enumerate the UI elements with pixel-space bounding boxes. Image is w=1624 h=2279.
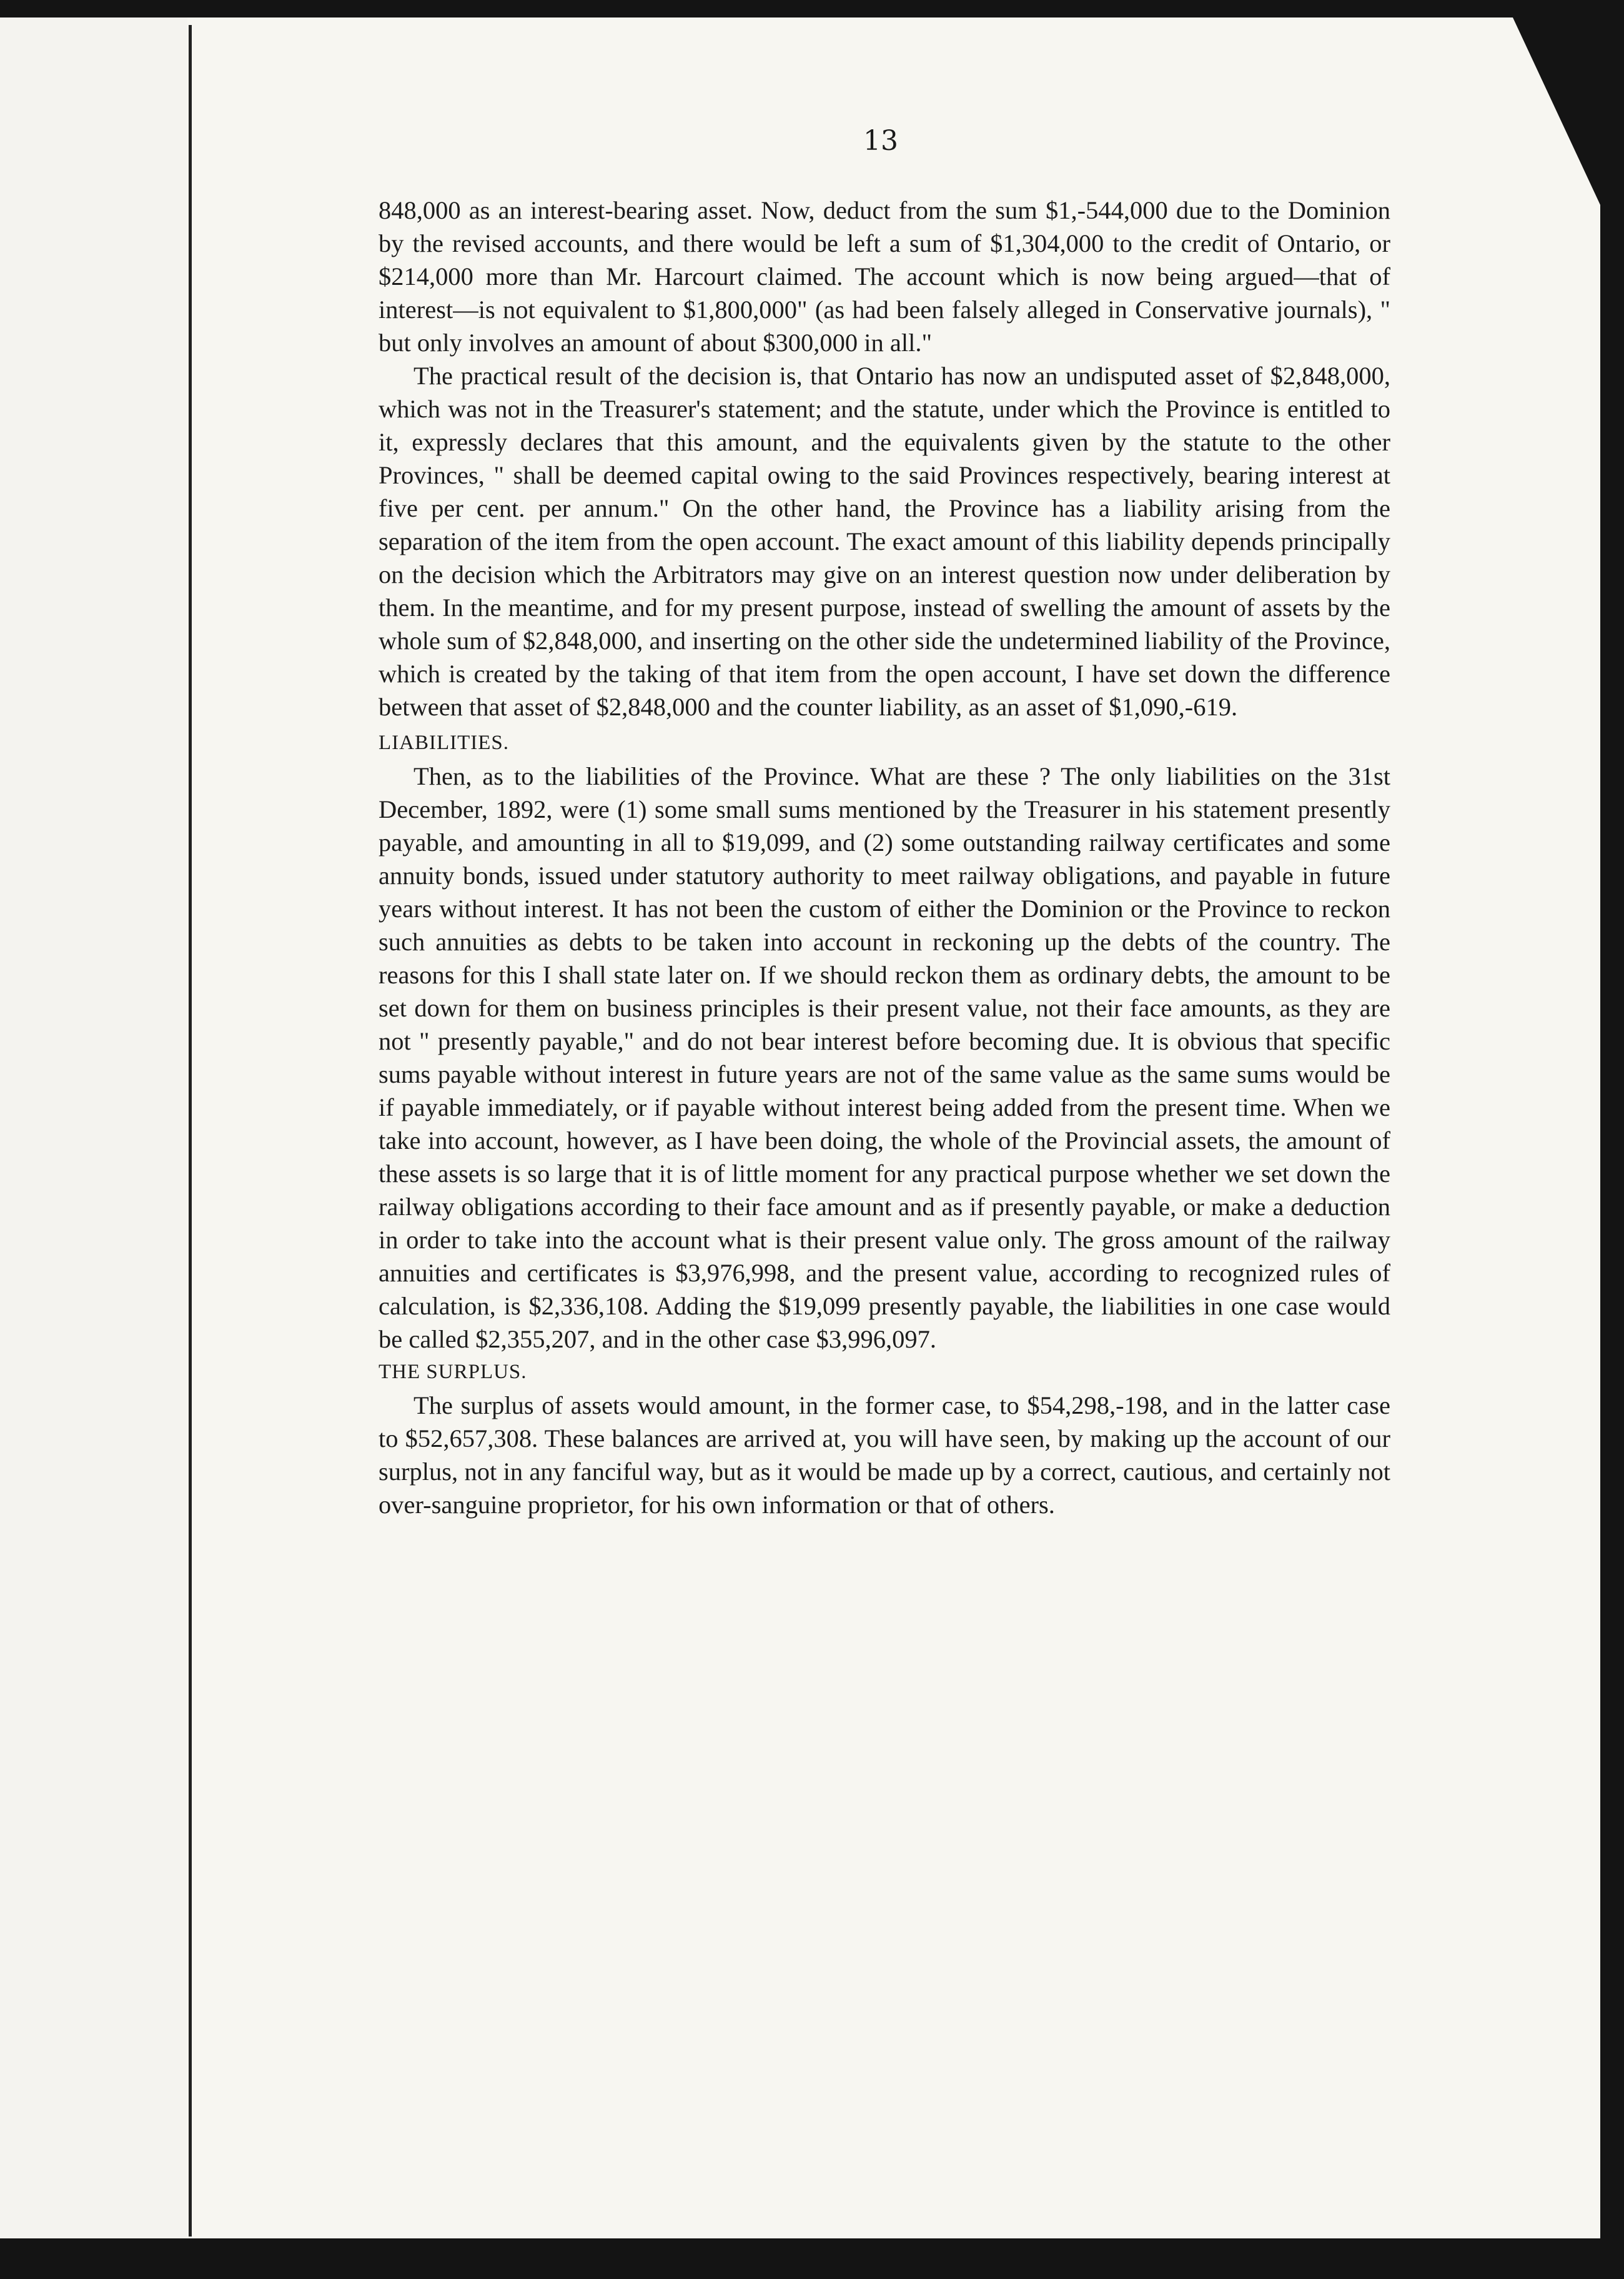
paragraph-liabilities: Then, as to the liabilities of the Province. What are these ? The only liabilities on the 31st December, 1892, were (1) some small sums mentioned by the Treasurer in his statement presently payable, and amounting in all to $19,099, and (2) some outstanding railway certificates and some annuity bonds, issued under statutory authority to meet railway obligations, and payable in future years without interest. It has not been the custom of either the Dominion or the Province to reckon such annuities as debts to be taken into account in reckoning up the debts of the country. The reasons for this I shall state later on. If we should reckon them as ordinary debts, the amount to be set down for them on business principles is their present value, not their face amounts, as they are not " presently payable," and do not bear interest before becoming due. It is obvious that specific sums payable without interest in future years are not of the same value as the same sums would be if payable immediately, or if payable without interest being added from the present time. When we take into account, however, as I have been doing, the whole of the Provincial assets, the amount of these assets is so large that it is of little moment for any practical purpose whether we set down the railway obligations according to their face amount and as if presently payable, or make a deduction in order to take into the account what is their present value only. The gross amount of the railway annuities and certificates is $3,976,998, and the present value, according to recognized rules of calculation, is $2,336,108. Adding the $19,099 presently payable, the liabilities in one case would be called $2,355,207, and in the other case $3,996,097. [379,762,1390,1353]
paragraph-surplus: The surplus of assets would amount, in the former case, to $54,298,-198, and in the latter case to $52,657,308. These balances are arrived at, you will have seen, by making up the account of our surplus, not in any fanciful way, but as it would be made up by a correct, cautious, and certainly not over-sanguine proprietor, for his own information or that of others. [379,1391,1390,1519]
page-body [379,194,1390,1521]
torn-corner [1513,17,1600,205]
section-heading-surplus: THE SURPLUS. [379,1361,527,1383]
binding-edge-line [189,25,192,2237]
paragraph-practical-result: The practical result of the decision is, that Ontario has now an undisputed asset of $2,848,000, which was not in the Treasurer's statement; and the statute, under which the Province is entitled to it, expressly declares that this amount, and the equivalents given by the statute to the other Provinces, " shall be deemed capital owing to the said Provinces respectively, bearing interest at five per cent. per annum." On the other hand, the Province has a liability arising from the separation of the item from the open account. The exact amount of this liability depends principally on the decision which the Arbitrators may give on an interest question now under deliberation by them. In the meantime, and for my present purpose, instead of swelling the amount of assets by the whole sum of $2,848,000, and inserting on the other side the undetermined liability of the Province, which is created by the taking of that item from the open account, I have set down the difference between that asset of $2,848,000 and the counter liability, as an asset of $1,090,-619. [379,362,1390,721]
page-number: 13 [863,125,898,157]
paragraph-continued: 848,000 as an interest-bearing asset. Now, deduct from the sum $1,-544,000 due to the Dominion by the revised accounts, and there would be left a sum of $1,304,000 to the credit of Ontario, or $214,000 more than Mr. Harcourt claimed. The account which is now being argued—that of interest—is not equivalent to $1,800,000" (as had been falsely alleged in Conservative journals), " but only involves an amount of about $300,000 in all." [379,196,1390,357]
facing-page-margin [0,17,187,2238]
section-heading-liabilities: LIABILITIES. [379,732,510,754]
